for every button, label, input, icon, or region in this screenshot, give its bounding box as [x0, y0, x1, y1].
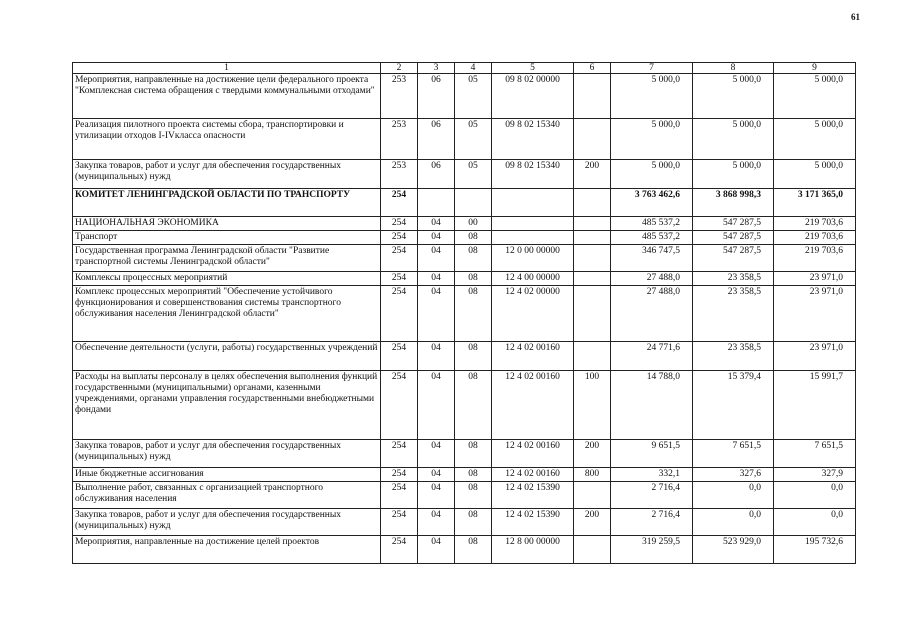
cell-name: Обеспечение деятельности (услуги, работы) государственных учреждений: [73, 342, 381, 371]
cell-amount-1: 2 716,4: [611, 482, 693, 509]
cell-target-article: 12 4 02 00000: [492, 286, 574, 342]
cell-subsection: 05: [455, 160, 492, 189]
cell-name: КОМИТЕТ ЛЕНИНГРАДСКОЙ ОБЛАСТИ ПО ТРАНСПОРТУ: [73, 189, 381, 217]
header-col-8: 8: [693, 63, 774, 74]
cell-amount-2: 547 287,5: [693, 245, 774, 272]
header-col-4: 4: [455, 63, 492, 74]
cell-subsection: 08: [455, 482, 492, 509]
cell-target-article: 12 4 02 15390: [492, 509, 574, 536]
cell-subsection: 08: [455, 231, 492, 245]
cell-amount-1: 14 788,0: [611, 371, 693, 440]
cell-target-article: 12 4 00 00000: [492, 272, 574, 286]
cell-section: 04: [418, 272, 455, 286]
cell-target-article: [492, 231, 574, 245]
cell-ministry-code: 254: [381, 371, 418, 440]
cell-name: Мероприятия, направленные на достижение целей проектов: [73, 536, 381, 564]
cell-ministry-code: 253: [381, 160, 418, 189]
cell-target-article: 12 4 02 00160: [492, 371, 574, 440]
cell-ministry-code: 254: [381, 342, 418, 371]
cell-subsection: 05: [455, 119, 492, 160]
cell-subsection: 05: [455, 74, 492, 119]
cell-target-article: 12 4 02 00160: [492, 342, 574, 371]
cell-section: 04: [418, 509, 455, 536]
cell-amount-3: 5 000,0: [774, 74, 856, 119]
cell-section: 06: [418, 74, 455, 119]
cell-subsection: 08: [455, 468, 492, 482]
header-col-6: 6: [574, 63, 611, 74]
cell-section: [418, 189, 455, 217]
cell-ministry-code: 254: [381, 272, 418, 286]
cell-ministry-code: 254: [381, 217, 418, 231]
cell-name: Закупка товаров, работ и услуг для обеспечения государственных (муниципальных) нужд: [73, 160, 381, 189]
cell-target-article: [492, 217, 574, 231]
cell-expense-type: 800: [574, 468, 611, 482]
cell-amount-1: 27 488,0: [611, 272, 693, 286]
cell-section: 04: [418, 231, 455, 245]
cell-expense-type: [574, 217, 611, 231]
cell-ministry-code: 254: [381, 286, 418, 342]
cell-target-article: 09 8 02 15340: [492, 119, 574, 160]
cell-section: 04: [418, 482, 455, 509]
cell-amount-2: 523 929,0: [693, 536, 774, 564]
cell-amount-3: 15 991,7: [774, 371, 856, 440]
cell-section: 06: [418, 119, 455, 160]
cell-amount-2: 23 358,5: [693, 272, 774, 286]
cell-expense-type: [574, 482, 611, 509]
cell-amount-1: 24 771,6: [611, 342, 693, 371]
table-row: [73, 509, 856, 536]
cell-amount-1: 5 000,0: [611, 160, 693, 189]
cell-subsection: 08: [455, 342, 492, 371]
cell-name: Мероприятия, направленные на достижение цели федерального проекта "Комплексная система обращения с твердыми коммунальными отходами": [73, 74, 381, 119]
table-body: [73, 74, 856, 564]
cell-subsection: 08: [455, 272, 492, 286]
cell-ministry-code: 254: [381, 468, 418, 482]
cell-ministry-code: 254: [381, 509, 418, 536]
cell-name: Выполнение работ, связанных с организацией транспортного обслуживания населения: [73, 482, 381, 509]
cell-amount-2: 23 358,5: [693, 342, 774, 371]
cell-expense-type: [574, 286, 611, 342]
cell-subsection: 00: [455, 217, 492, 231]
cell-amount-2: 23 358,5: [693, 286, 774, 342]
cell-section: 04: [418, 371, 455, 440]
cell-ministry-code: 254: [381, 189, 418, 217]
cell-expense-type: [574, 536, 611, 564]
header-col-9: 9: [774, 63, 856, 74]
cell-amount-2: 547 287,5: [693, 217, 774, 231]
cell-subsection: 08: [455, 371, 492, 440]
cell-amount-2: 0,0: [693, 509, 774, 536]
cell-amount-2: 327,6: [693, 468, 774, 482]
table-row: [73, 286, 856, 342]
table-row: [73, 160, 856, 189]
cell-name: НАЦИОНАЛЬНАЯ ЭКОНОМИКА: [73, 217, 381, 231]
cell-target-article: [492, 189, 574, 217]
cell-ministry-code: 253: [381, 119, 418, 160]
cell-subsection: 08: [455, 245, 492, 272]
header-col-5: 5: [492, 63, 574, 74]
table-row: [73, 119, 856, 160]
cell-target-article: 12 4 02 15390: [492, 482, 574, 509]
cell-subsection: 08: [455, 440, 492, 468]
cell-subsection: 08: [455, 286, 492, 342]
cell-amount-3: 219 703,6: [774, 217, 856, 231]
cell-target-article: 12 4 02 00160: [492, 468, 574, 482]
table-row: [73, 482, 856, 509]
cell-target-article: 12 0 00 00000: [492, 245, 574, 272]
header-col-7: 7: [611, 63, 693, 74]
cell-amount-3: 5 000,0: [774, 160, 856, 189]
cell-amount-2: 7 651,5: [693, 440, 774, 468]
cell-expense-type: 100: [574, 371, 611, 440]
cell-amount-3: 219 703,6: [774, 231, 856, 245]
cell-amount-2: 15 379,4: [693, 371, 774, 440]
table-row: [73, 74, 856, 119]
cell-section: 04: [418, 286, 455, 342]
cell-name: Закупка товаров, работ и услуг для обеспечения государственных (муниципальных) нужд: [73, 509, 381, 536]
cell-amount-1: 319 259,5: [611, 536, 693, 564]
cell-expense-type: [574, 74, 611, 119]
table-row: [73, 272, 856, 286]
cell-amount-3: 0,0: [774, 509, 856, 536]
cell-amount-3: 5 000,0: [774, 119, 856, 160]
cell-amount-1: 27 488,0: [611, 286, 693, 342]
header-col-3: 3: [418, 63, 455, 74]
cell-amount-1: 332,1: [611, 468, 693, 482]
header-col-2: 2: [381, 63, 418, 74]
cell-target-article: 09 8 02 00000: [492, 74, 574, 119]
table-row: [73, 217, 856, 231]
cell-amount-1: 3 763 462,6: [611, 189, 693, 217]
cell-amount-3: 23 971,0: [774, 272, 856, 286]
cell-name: Расходы на выплаты персоналу в целях обеспечения выполнения функций государственными (муниципальными) органами, казенными учреждениями, органами управления государственными внебюджетными фондами: [73, 371, 381, 440]
cell-ministry-code: 254: [381, 482, 418, 509]
cell-section: 04: [418, 536, 455, 564]
cell-amount-1: 2 716,4: [611, 509, 693, 536]
cell-amount-2: 547 287,5: [693, 231, 774, 245]
page-number: 61: [851, 12, 860, 22]
cell-name: Государственная программа Ленинградской области "Развитие транспортной системы Ленинградской области": [73, 245, 381, 272]
table-row: [73, 189, 856, 217]
cell-amount-2: 5 000,0: [693, 74, 774, 119]
table-row: [73, 245, 856, 272]
cell-name: Закупка товаров, работ и услуг для обеспечения государственных (муниципальных) нужд: [73, 440, 381, 468]
table-row: [73, 468, 856, 482]
cell-expense-type: [574, 119, 611, 160]
cell-amount-2: 5 000,0: [693, 119, 774, 160]
cell-expense-type: 200: [574, 440, 611, 468]
cell-amount-1: 346 747,5: [611, 245, 693, 272]
cell-subsection: 08: [455, 509, 492, 536]
cell-subsection: 08: [455, 536, 492, 564]
cell-amount-3: 327,9: [774, 468, 856, 482]
cell-amount-3: 195 732,6: [774, 536, 856, 564]
cell-amount-3: 23 971,0: [774, 286, 856, 342]
cell-amount-3: 7 651,5: [774, 440, 856, 468]
cell-section: 06: [418, 160, 455, 189]
cell-amount-3: 219 703,6: [774, 245, 856, 272]
cell-expense-type: [574, 189, 611, 217]
cell-name: Реализация пилотного проекта системы сбора, транспортировки и утилизации отходов I-IVкласса опасности: [73, 119, 381, 160]
table-row: [73, 342, 856, 371]
cell-expense-type: [574, 272, 611, 286]
cell-expense-type: 200: [574, 509, 611, 536]
cell-expense-type: [574, 245, 611, 272]
cell-section: 04: [418, 440, 455, 468]
cell-name: Транспорт: [73, 231, 381, 245]
table-row: [73, 440, 856, 468]
cell-ministry-code: 253: [381, 74, 418, 119]
cell-amount-1: 485 537,2: [611, 217, 693, 231]
cell-ministry-code: 254: [381, 245, 418, 272]
cell-section: 04: [418, 245, 455, 272]
cell-target-article: 09 8 02 15340: [492, 160, 574, 189]
cell-expense-type: 200: [574, 160, 611, 189]
cell-section: 04: [418, 468, 455, 482]
cell-amount-1: 485 537,2: [611, 231, 693, 245]
cell-target-article: 12 4 02 00160: [492, 440, 574, 468]
cell-target-article: 12 8 00 00000: [492, 536, 574, 564]
cell-section: 04: [418, 217, 455, 231]
header-row: [73, 63, 856, 74]
cell-amount-3: 0,0: [774, 482, 856, 509]
cell-expense-type: [574, 342, 611, 371]
cell-name: Иные бюджетные ассигнования: [73, 468, 381, 482]
cell-expense-type: [574, 231, 611, 245]
cell-amount-3: 23 971,0: [774, 342, 856, 371]
cell-ministry-code: 254: [381, 536, 418, 564]
cell-name: Комплекс процессных мероприятий "Обеспечение устойчивого функционирования и совершенствования системы транспортного обслуживания населения Ленинградской области": [73, 286, 381, 342]
table-row: [73, 536, 856, 564]
cell-amount-1: 9 651,5: [611, 440, 693, 468]
cell-amount-2: 5 000,0: [693, 160, 774, 189]
cell-ministry-code: 254: [381, 231, 418, 245]
cell-name: Комплексы процессных мероприятий: [73, 272, 381, 286]
header-col-1: 1: [73, 63, 381, 74]
budget-table: [72, 62, 856, 564]
cell-ministry-code: 254: [381, 440, 418, 468]
cell-amount-1: 5 000,0: [611, 74, 693, 119]
table-row: [73, 231, 856, 245]
cell-section: 04: [418, 342, 455, 371]
cell-amount-2: 0,0: [693, 482, 774, 509]
cell-subsection: [455, 189, 492, 217]
table-row: [73, 371, 856, 440]
cell-amount-2: 3 868 998,3: [693, 189, 774, 217]
cell-amount-3: 3 171 365,0: [774, 189, 856, 217]
cell-amount-1: 5 000,0: [611, 119, 693, 160]
